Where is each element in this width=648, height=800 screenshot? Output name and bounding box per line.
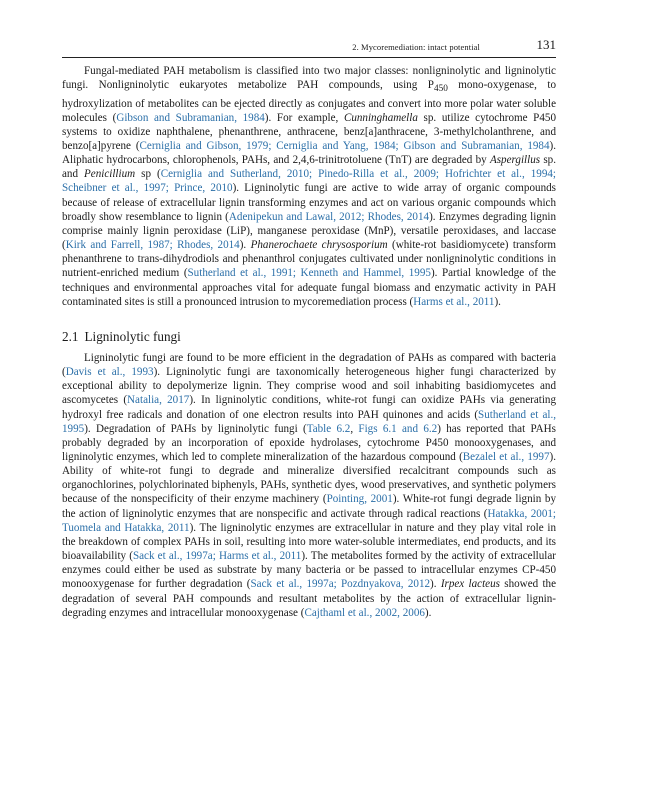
italic-species-name: Penicillium: [84, 168, 136, 181]
citation-link[interactable]: Hatakka, 2001; Tuomela and Hatakka, 2011: [62, 507, 556, 534]
citation-link[interactable]: Bezalel et al., 1997: [462, 450, 550, 463]
citation-link[interactable]: Natalia, 2017: [127, 394, 190, 407]
text-run: ).: [494, 295, 501, 308]
text-run: Fungal-mediated PAH metabolism is classified into two major classes: nonligninolytic and ligninolytic fungi. Nonligninolytic eukaryotes metabolize PAH compounds, using P: [62, 65, 556, 92]
section-title: Ligninolytic fungi: [84, 328, 181, 344]
text-run: (white-rot basidiomycete) transform phenanthrene to trans-dihydrodiols and phenanthrol conjugates cultivated under nonligninolytic conditions in nutrient-enriched medium (: [62, 239, 556, 280]
text-run: ).: [424, 606, 432, 619]
text-run: Ligninolytic fungi are found to be more efficient in the degradation of PAHs as compared with bacteria (: [62, 351, 556, 379]
text-run: sp. and: [62, 154, 556, 181]
italic-species-name: Irpex lacteus: [440, 578, 500, 591]
section-heading: [62, 329, 556, 345]
italic-species-name: Aspergillus: [489, 154, 541, 167]
text-run: ). White-rot fungi degrade lignin by the action of ligninolytic enzymes that are nonspecific and activate through radical reactions (: [62, 493, 557, 520]
paragraph-ligninolytic-fungi: [62, 351, 556, 620]
text-run: ). The ligninolytic enzymes are extracellular in nature and they play vital role in the breakdown of complex PAHs in soil, resulting into more water-soluble intermediates, end products, and its bioavailability (: [62, 521, 556, 563]
citation-link[interactable]: Gibson and Subramanian, 1984: [116, 111, 265, 124]
citation-link[interactable]: Sutherland et al., 1995: [62, 408, 557, 435]
page-number: 131: [536, 37, 556, 52]
text-run: ). In ligninolytic conditions, white-rot fungi can oxidize PAHs via generating hydroxyl free radicals and donation of one electron results into PAH quinones and acids (: [62, 394, 557, 421]
text-run: ,: [350, 422, 359, 435]
italic-species-name: Phanerochaete chrysosporium: [250, 239, 388, 252]
citation-link[interactable]: Cajthaml et al., 2002, 2006: [304, 606, 425, 619]
paragraph-pah-metabolism: [62, 64, 556, 309]
section-number: 2.1: [62, 328, 79, 344]
citation-link[interactable]: Sack et al., 1997a; Harms et al., 2011: [132, 550, 302, 563]
text-run: ) has reported that PAHs probably degraded by an incorporation of epoxide hydrolases, cytochrome P450 monooxygenases, and ligninolytic enzymes, which led to complete mineralization of the hazardous compound (: [62, 422, 556, 463]
text-run: ). Partial knowledge of the techniques and environmental approaches vital for adequate fungal biomass and enzymatic activity in PAH contaminated sites is still a pronounced intrusion to mycoremediation process (: [62, 267, 556, 308]
citation-link[interactable]: Sack et al., 1997a; Pozdnyakova, 2012: [250, 578, 431, 591]
citation-link[interactable]: Cerniglia and Gibson, 1979; Cerniglia and Yang, 1984; Gibson and Subramanian, 1984: [139, 140, 550, 152]
running-title: 2. Mycoremediation: intact potential: [352, 42, 480, 52]
text-run: ). Degradation of PAHs by ligninolytic fungi (: [84, 422, 307, 435]
citation-link[interactable]: Kirk and Farrell, 1987; Rhodes, 2014: [65, 239, 240, 252]
text-run: ). For example,: [264, 111, 344, 124]
header-rule: [62, 57, 556, 58]
citation-link[interactable]: Pointing, 2001: [326, 493, 393, 506]
citation-link[interactable]: Adenipekun and Lawal, 2012; Rhodes, 2014: [228, 210, 430, 223]
subscript: 450: [433, 84, 448, 95]
text-run: ). The metabolites formed by the activity of extracellular enzymes could either be used as substrate by many bacteria or be passed to intracellular enzymes CP-450 monooxygenase for further degradation (: [62, 550, 556, 591]
text-run: ). Aliphatic hydrocarbons, chlorophenols, PAHs, and 2,4,6-trinitrotoluene (TnT) are degraded by: [62, 140, 556, 167]
text-run: sp. utilize cytochrome P450 systems to oxidize naphthalene, phenanthrene, anthracene, benz[a]anthracene, 3-methylcholanthrene, and benzo[a]pyrene (: [62, 111, 556, 152]
citation-link[interactable]: Table 6.2: [306, 422, 351, 435]
text-run: showed the degradation of several PAH compounds and resultant metabolites by the action of extracellular lignin-degrading enzymes and intracellular monooxygenase (: [62, 578, 557, 619]
italic-species-name: Cunninghamella: [343, 111, 418, 124]
running-header: [62, 38, 556, 54]
text-run: ).: [430, 578, 441, 591]
citation-link[interactable]: Harms et al., 2011: [413, 295, 495, 308]
text-run: ). Ligninolytic fungi are active to wide array of organic compounds because of release of extracellular lignin transforming enzymes and act on various organic compounds which broadly show resemblance to lignin (: [62, 182, 556, 223]
text-run: sp (: [135, 168, 161, 181]
citation-link[interactable]: Sutherland et al., 1991; Kenneth and Hammel, 1995: [187, 267, 431, 280]
text-run: ). Ligninolytic fungi are taxonomically heterogeneous higher fungi characterized by exceptional ability to depolymerize lignin. They comprise wood and soil inhabiting basidiomycetes and ascomycetes (: [62, 366, 556, 407]
citation-link[interactable]: Davis et al., 1993: [65, 366, 154, 379]
citation-link[interactable]: Figs 6.1 and 6.2: [358, 422, 438, 435]
citation-link[interactable]: Cerniglia and Sutherland, 2010; Pinedo-Rilla et al., 2009; Hofrichter et al., 1994; Scheibner et al., 1997; Prince, 2010: [62, 168, 556, 195]
text-run: ). Ability of white-rot fungi to degrade and mineralize diversified recalcitrant compounds such as organochlorines, polychlorinated biphenyls, PAHs, synthetic dyes, wood preservatives, and synthetic polymers because of the nonspecificity of their enzyme machinery (: [62, 450, 556, 506]
text-run: ). Enzymes degrading lignin comprise mainly lignin peroxidase (LiP), manganese peroxidase (MnP), versatile peroxidases, and laccase (: [62, 210, 556, 252]
text-run: mono-oxygenase, to hydroxylization of metabolites can be ejected directly as conjugates and convert into more polar water soluble molecules (: [62, 79, 556, 124]
text-run: ).: [239, 239, 251, 252]
body-text: [62, 64, 556, 620]
